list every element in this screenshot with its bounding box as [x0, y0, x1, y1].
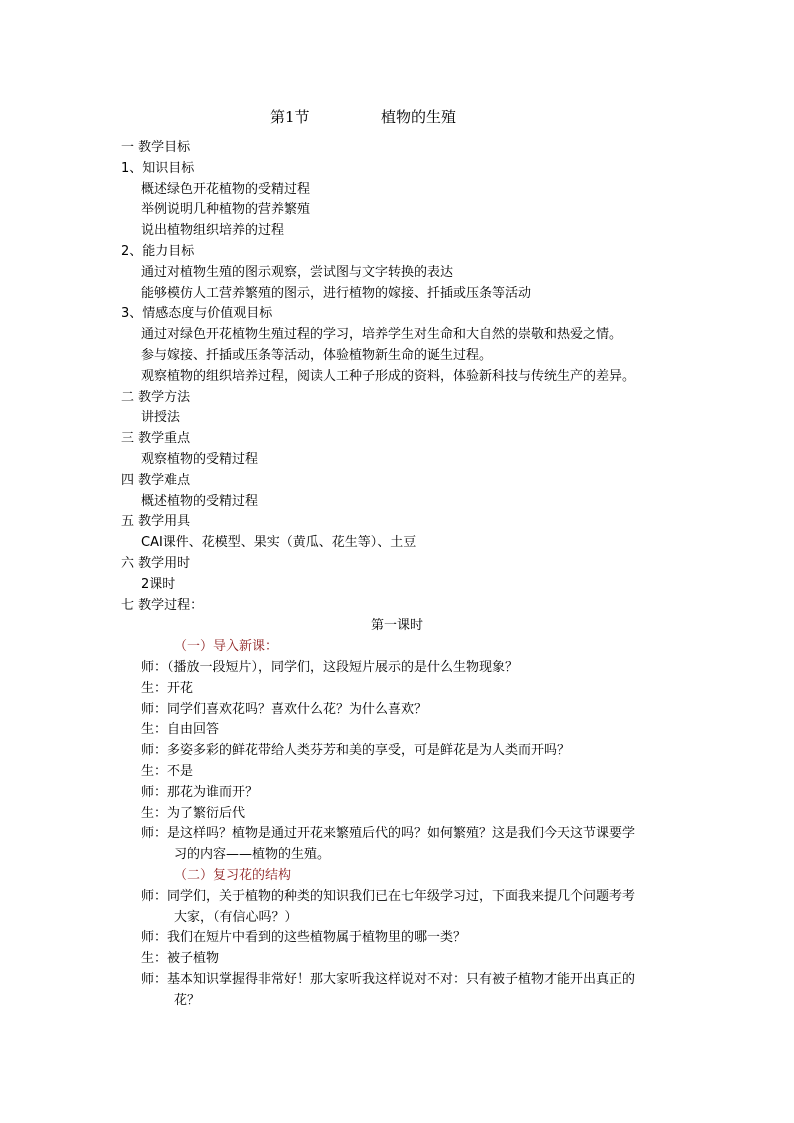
text-line: 能够模仿人工营养繁殖的图示，进行植物的嫁接、扦插或压条等活动	[141, 285, 532, 301]
text-line: 生：自由回答	[141, 722, 220, 738]
text-line: 生：被子植物	[141, 951, 220, 967]
text-line: 通过对植物生殖的图示观察，尝试图与文字转换的表达	[141, 264, 454, 280]
text-line: 师：基本知识掌握得非常好！那大家听我这样说对不对：只有被子植物才能开出真正的	[141, 972, 636, 987]
text-line: 一 教学目标	[121, 140, 191, 155]
text-line: 观察植物的受精过程	[141, 452, 259, 467]
text-line: 2课时	[141, 576, 176, 592]
text-line: 师：我们在短片中看到的这些植物属于植物里的哪一类？	[141, 930, 467, 946]
section-number: 第1节	[270, 108, 310, 126]
text-line: （二）复习花的结构	[174, 868, 292, 883]
text-line: 二 教学方法	[121, 389, 191, 405]
text-line: 生：为了繁衍后代	[141, 805, 246, 821]
text-line: 师：那花为谁而开？	[141, 784, 259, 800]
text-line: 七 教学过程：	[121, 597, 204, 613]
text-line: 六 教学用时	[121, 556, 191, 571]
text-line: 概述绿色开花植物的受精过程	[141, 181, 311, 197]
text-line: 生：开花	[141, 680, 194, 696]
text-line: 师：同学们喜欢花吗？喜欢什么花？为什么喜欢？	[141, 701, 428, 717]
text-line: 举例说明几种植物的营养繁殖	[141, 202, 311, 218]
text-line: 习的内容——植物的生殖。	[174, 847, 331, 863]
text-line: 1、知识目标	[121, 160, 195, 176]
text-line: 通过对绿色开花植物生殖过程的学习，培养学生对生命和大自然的崇敬和热爱之情。	[141, 327, 623, 343]
text-line: 大家，（有信心吗？）	[174, 909, 298, 925]
text-line: 观察植物的组织培养过程，阅读人工种子形成的资料，体验新科技与传统生产的差异。	[141, 368, 636, 384]
text-line: （一）导入新课：	[174, 639, 279, 655]
text-line: 四 教学难点	[121, 472, 191, 488]
text-line: 生：不是	[141, 764, 194, 779]
text-line: 讲授法	[141, 410, 181, 426]
text-line: 2、能力目标	[121, 244, 195, 259]
text-line: 五 教学用具	[121, 514, 191, 530]
text-line: 花？	[174, 992, 201, 1008]
section-title: 植物的生殖	[381, 108, 457, 126]
text-line: 第一课时	[370, 618, 423, 634]
text-line: 师：是这样吗？植物是通过开花来繁殖后代的吗？如何繁殖？这是我们今天这节课要学	[141, 826, 636, 842]
text-line: 参与嫁接、扦插或压条等活动，体验植物新生命的诞生过程。	[141, 348, 493, 363]
text-line: 3、情感态度与价值观目标	[121, 306, 273, 322]
text-line: CAI课件、花模型、果实（黄瓜、花生等）、土豆	[141, 535, 417, 551]
text-line: 师：多姿多彩的鲜花带给人类芬芳和美的享受，可是鲜花是为人类而开吗？	[141, 743, 571, 759]
text-line: 概述植物的受精过程	[141, 493, 259, 509]
text-line: 说出植物组织培养的过程	[141, 223, 285, 239]
text-line: 师：（播放一段短片），同学们，这段短片展示的是什么生物现象？	[141, 660, 519, 675]
text-line: 师：同学们，关于植物的种类的知识我们已在七年级学习过，下面我来提几个问题考考	[141, 888, 636, 904]
text-line: 三 教学重点	[121, 431, 191, 447]
